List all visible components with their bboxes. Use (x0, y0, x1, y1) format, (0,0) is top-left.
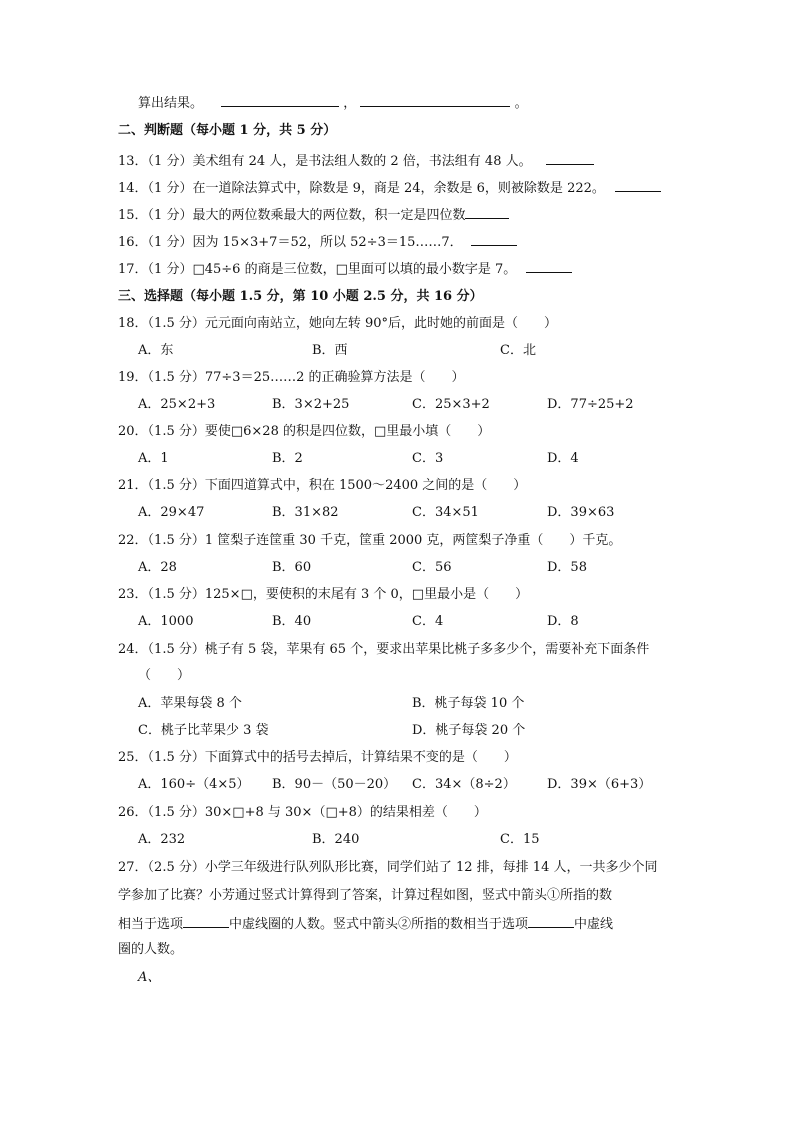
answer-blank[interactable] (526, 258, 572, 273)
question-24-paren: （ ） (138, 668, 191, 683)
question-text: 中虚线 (574, 917, 614, 932)
question-text: 元元面向南站立，她向左转 90°后，此时她的前面是（ ） (204, 316, 558, 331)
question-text: 美术组有 24 人，是书法组人数的 2 倍，书法组有 48 人。 (192, 154, 532, 169)
answer-blank-1[interactable] (183, 913, 229, 928)
option-b[interactable]: B．31×82 (272, 505, 339, 520)
option-c[interactable]: C．56 (412, 560, 452, 575)
question-23 (118, 585, 528, 605)
question-text: 最大的两位数乘最大的两位数，积一定是四位数 (192, 208, 466, 223)
option-b[interactable]: B．桃子每袋 10 个 (412, 696, 525, 711)
question-text: 因为 15×3+7＝52，所以 52÷3＝15……7． (192, 235, 463, 250)
question-25 (118, 748, 517, 768)
option-c[interactable]: C．15 (500, 832, 540, 847)
question-26 (118, 803, 487, 823)
question-text: 相当于选项 (118, 917, 184, 932)
question-text: 小学三年级进行队列队形比赛，同学们站了 12 排，每排 14 人，一共多少个同 (204, 860, 658, 875)
question-27 (118, 858, 657, 878)
question-number: 14．（1 分） (118, 181, 193, 196)
option-d[interactable]: D．39×63 (547, 505, 615, 520)
question-14 (118, 177, 661, 199)
option-c[interactable]: C．桃子比苹果少 3 袋 (138, 723, 269, 738)
question-number: 22．（1.5 分） (118, 533, 205, 548)
separator: ， (343, 96, 357, 111)
answer-blank[interactable] (546, 150, 594, 165)
option-a[interactable]: A．25×2+3 (138, 397, 216, 412)
question-text: 中虚线圈的人数。竖式中箭头②所指的数相当于选项 (229, 917, 529, 932)
section-2-heading: 二、判断题（每小题 1 分，共 5 分） (118, 123, 337, 138)
option-d[interactable]: D．39×（6+3） (547, 777, 652, 792)
question-number: 13．（1 分） (118, 154, 193, 169)
question-text: 77÷3＝25……2 的正确验算方法是（ ） (204, 370, 465, 385)
line-end: 。 (514, 96, 528, 111)
option-a-label: A、 (138, 970, 161, 985)
option-a[interactable]: A．1000 (138, 614, 194, 629)
option-d[interactable]: D．58 (547, 560, 587, 575)
option-c[interactable]: C．34×（8÷2） (412, 777, 516, 792)
option-c[interactable]: C．北 (500, 343, 536, 358)
option-a[interactable]: A．苹果每袋 8 个 (138, 696, 242, 711)
option-d[interactable]: D．77÷25+2 (547, 397, 634, 412)
question-number: 27．（2.5 分） (118, 860, 205, 875)
option-a[interactable]: A．1 (138, 451, 169, 466)
question-27-line-4: 圈的人数。 (118, 942, 184, 957)
question-18 (118, 314, 557, 334)
question-24 (118, 640, 649, 660)
question-number: 19．（1.5 分） (118, 370, 205, 385)
option-b[interactable]: B．2 (272, 451, 303, 466)
option-b[interactable]: B．240 (312, 832, 360, 847)
answer-blank-1[interactable] (221, 92, 339, 107)
option-b[interactable]: B．60 (272, 560, 312, 575)
option-b[interactable]: B．3×2+25 (272, 397, 350, 412)
question-number: 21．（1.5 分） (118, 478, 205, 493)
option-a[interactable]: A．29×47 (138, 505, 205, 520)
option-c[interactable]: C．25×3+2 (412, 397, 490, 412)
option-a[interactable]: A．东 (138, 343, 174, 358)
question-text: 桃子有 5 袋，苹果有 65 个，要求出苹果比桃子多多少个，需要补充下面条件 (204, 642, 650, 657)
answer-blank-2[interactable] (360, 92, 510, 107)
question-15 (118, 204, 509, 226)
question-number: 16．（1 分） (118, 235, 193, 250)
question-text: 下面四道算式中，积在 1500～2400 之间的是（ ） (204, 478, 527, 493)
question-text: 要使□6×28 的积是四位数，□里最小填（ ） (204, 424, 491, 439)
question-27-line-3 (118, 913, 613, 935)
question-number: 15．（1 分） (118, 208, 193, 223)
question-27-line-2: 学参加了比赛？小芳通过竖式计算得到了答案，计算过程如图，竖式中箭头①所指的数 (118, 888, 613, 903)
option-b[interactable]: B．40 (272, 614, 312, 629)
question-16 (118, 231, 517, 253)
option-c[interactable]: C．3 (412, 451, 444, 466)
continued-text: 算出结果。 (138, 96, 204, 111)
question-text: 下面算式中的括号去掉后，计算结果不变的是（ ） (204, 750, 517, 765)
question-text: 30×□+8 与 30×（□+8）的结果相差（ ） (204, 805, 487, 820)
question-number: 17．（1 分） (118, 262, 193, 277)
question-number: 18．（1.5 分） (118, 316, 205, 331)
question-number: 25．（1.5 分） (118, 750, 205, 765)
continued-line (138, 92, 528, 114)
question-text: □45÷6 的商是三位数，□里面可以填的最小数字是 7。 (192, 262, 517, 277)
option-a[interactable]: A．160÷（4×5） (138, 777, 250, 792)
question-text: 1 筐梨子连筐重 30 千克，筐重 2000 克，两筐梨子净重（ ）千克。 (204, 533, 622, 548)
answer-blank[interactable] (465, 204, 509, 219)
option-c[interactable]: C．4 (412, 614, 444, 629)
question-number: 24．（1.5 分） (118, 642, 205, 657)
question-text: 125×□，要使积的末尾有 3 个 0，□里最小是（ ） (204, 587, 529, 602)
option-d[interactable]: D．8 (547, 614, 579, 629)
option-b[interactable]: B．90－（50－20） (272, 777, 397, 792)
question-22 (118, 531, 621, 551)
answer-blank-2[interactable] (528, 913, 574, 928)
option-b[interactable]: B．西 (312, 343, 348, 358)
question-21 (118, 476, 526, 496)
option-a[interactable]: A．232 (138, 832, 186, 847)
question-text: 在一道除法算式中，除数是 9，商是 24，余数是 6，则被除数是 222。 (192, 181, 605, 196)
question-20 (118, 422, 490, 442)
answer-blank[interactable] (471, 231, 517, 246)
question-number: 26．（1.5 分） (118, 805, 205, 820)
question-13 (118, 150, 594, 172)
option-d[interactable]: D．4 (547, 451, 579, 466)
question-19 (118, 368, 465, 388)
option-c[interactable]: C．34×51 (412, 505, 479, 520)
option-d[interactable]: D．桃子每袋 20 个 (412, 723, 526, 738)
option-a[interactable]: A．28 (138, 560, 177, 575)
question-17 (118, 258, 572, 280)
question-number: 23．（1.5 分） (118, 587, 205, 602)
section-3-heading: 三、选择题（每小题 1.5 分，第 10 小题 2.5 分，共 16 分） (118, 289, 483, 304)
question-number: 20．（1.5 分） (118, 424, 205, 439)
answer-blank[interactable] (615, 177, 661, 192)
